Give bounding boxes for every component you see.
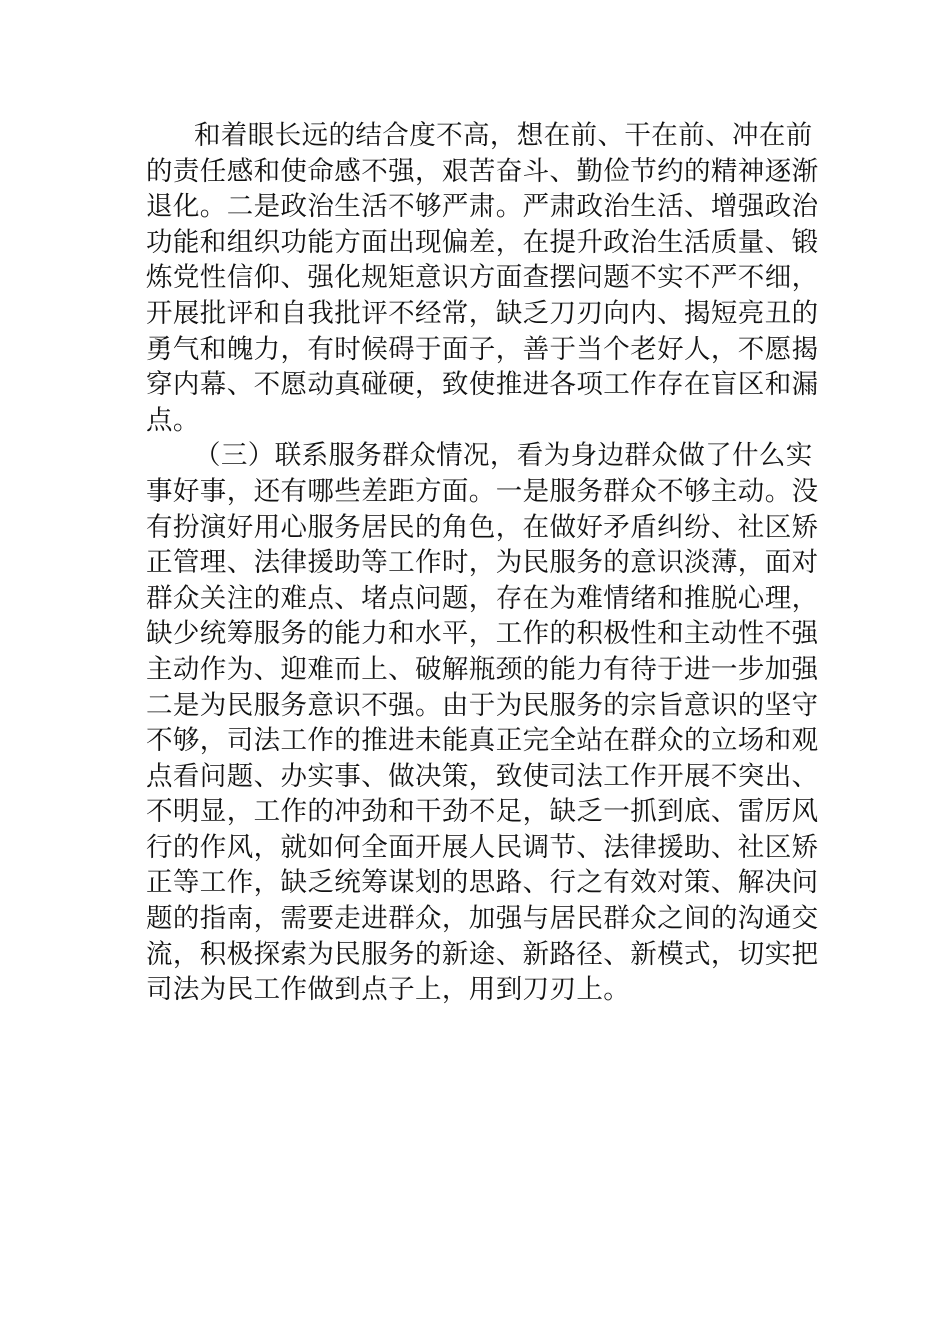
paragraph-line: 流，积极探索为民服务的新途、新路径、新模式，切实把 (146, 938, 819, 970)
section-heading-line: （三）联系服务群众情况，看为身边群众做了什么实 (194, 440, 813, 472)
paragraph-line: 行的作风，就如何全面开展人民调节、法律援助、社区矫 (146, 831, 819, 863)
paragraph-line: 点。 (146, 404, 200, 436)
paragraph-line: 退化。二是政治生活不够严肃。严肃政治生活、增强政治 (146, 191, 819, 223)
paragraph-line: 主动作为、迎难而上、破解瓶颈的能力有待于进一步加强 (146, 653, 819, 685)
paragraph-line: 司法为民工作做到点子上，用到刀刃上。 (146, 974, 631, 1006)
paragraph-line: 点看问题、办实事、做决策，致使司法工作开展不突出、 (146, 760, 819, 792)
paragraph-line: 穿内幕、不愿动真碰硬，致使推进各项工作存在盲区和漏 (146, 369, 819, 401)
paragraph-line: 事好事，还有哪些差距方面。一是服务群众不够主动。没 (146, 475, 819, 507)
paragraph-line: 功能和组织功能方面出现偏差，在提升政治生活质量、锻 (146, 226, 819, 258)
paragraph-line: 缺少统筹服务的能力和水平，工作的积极性和主动性不强 (146, 618, 819, 650)
paragraph-line: 勇气和魄力，有时候碍于面子，善于当个老好人，不愿揭 (146, 333, 819, 365)
paragraph-line: 正等工作，缺乏统筹谋划的思路、行之有效对策、解决问 (146, 867, 819, 899)
paragraph-line: 题的指南，需要走进群众，加强与居民群众之间的沟通交 (146, 903, 819, 935)
document-page (146, 118, 819, 1008)
paragraph-line: 不明显，工作的冲劲和干劲不足，缺乏一抓到底、雷厉风 (146, 796, 819, 828)
paragraph-line: 有扮演好用心服务居民的角色，在做好矛盾纠纷、社区矫 (146, 511, 819, 543)
paragraph-line: 开展批评和自我批评不经常，缺乏刀刃向内、揭短亮丑的 (146, 297, 819, 329)
paragraph-line: 和着眼长远的结合度不高，想在前、干在前、冲在前 (194, 120, 813, 151)
paragraph-line: 正管理、法律援助等工作时，为民服务的意识淡薄，面对 (146, 547, 819, 579)
paragraph-line: 二是为民服务意识不强。由于为民服务的宗旨意识的坚守 (146, 689, 819, 721)
paragraph-line: 的责任感和使命感不强，艰苦奋斗、勤俭节约的精神逐渐 (146, 155, 819, 187)
paragraph-line: 群众关注的难点、堵点问题，存在为难情绪和推脱心理， (146, 582, 819, 614)
paragraph-line: 不够，司法工作的推进未能真正完全站在群众的立场和观 (146, 725, 819, 757)
paragraph-line: 炼党性信仰、强化规矩意识方面查摆问题不实不严不细， (146, 262, 819, 294)
